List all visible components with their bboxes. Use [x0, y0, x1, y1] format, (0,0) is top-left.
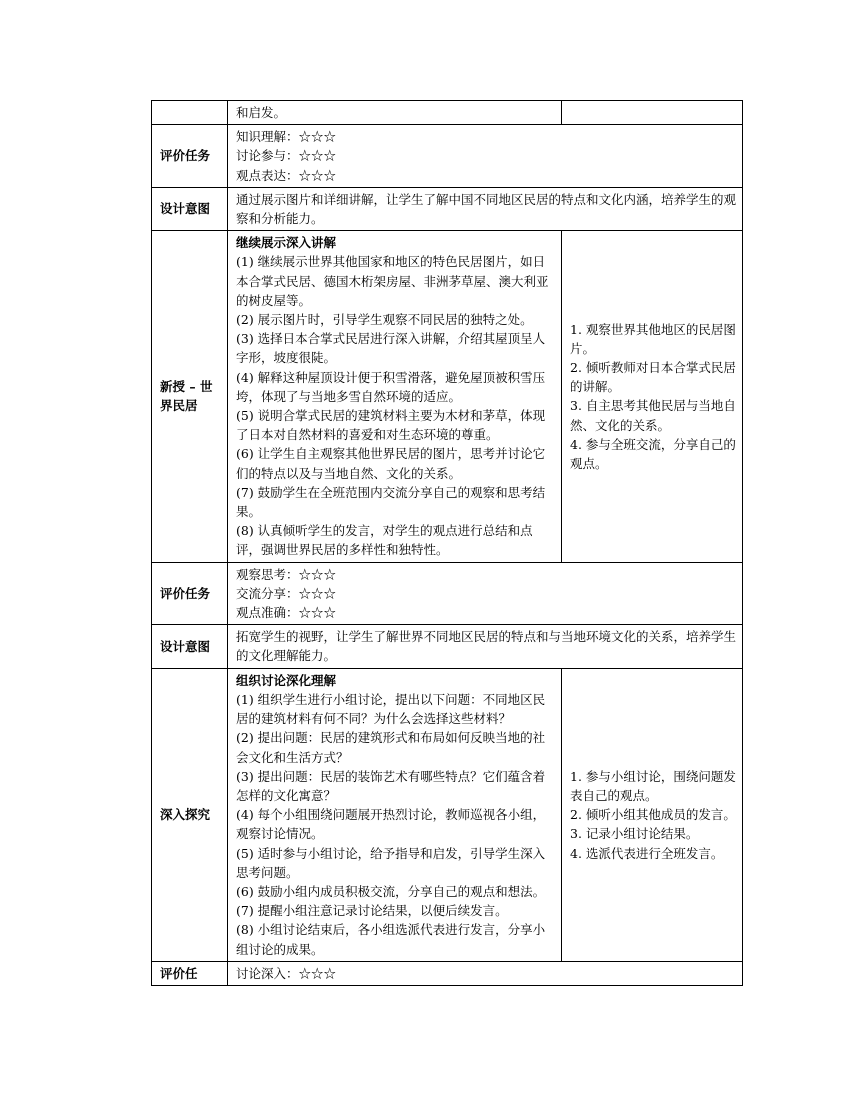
- step-item: (2) 展示图片时，引导学生观察不同民居的独特之处。: [236, 312, 533, 328]
- student-item: 1. 观察世界其他地区的民居图片。: [570, 321, 736, 356]
- table-row: [152, 961, 743, 985]
- table-row: [152, 668, 743, 961]
- label-cell: [152, 101, 228, 125]
- activity-cell: [228, 668, 562, 961]
- section-label: 深入探究: [152, 668, 228, 961]
- eval-item: 观点表达：☆☆☆: [236, 167, 337, 183]
- design-label: 设计意图: [152, 625, 228, 668]
- step-item: (8) 认真倾听学生的发言，对学生的观点进行总结和点评，强调世界民居的多样性和独特性。: [236, 523, 533, 558]
- step-item: (8) 小组讨论结束后，各小组选派代表进行发言，分享小组讨论的成果。: [236, 922, 546, 957]
- step-item: (2) 提出问题：民居的建筑形式和布局如何反映当地的社会文化和生活方式？: [236, 730, 546, 765]
- step-item: (7) 鼓励学生在全班范围内交流分享自己的观察和思考结果。: [236, 484, 546, 520]
- student-cell: [562, 668, 743, 961]
- step-item: (7) 提醒小组注意记录讨论结果，以便后续发言。: [236, 903, 508, 919]
- table-row: [152, 187, 743, 230]
- eval-items: [228, 125, 743, 188]
- step-item: (5) 说明合掌式民居的建筑材料主要为木材和茅草，体现了日本对自然材料的喜爱和对生态环境的尊重。: [236, 408, 546, 443]
- eval-items: [228, 562, 743, 625]
- eval-item: 讨论深入：☆☆☆: [236, 965, 337, 981]
- eval-item: 知识理解：☆☆☆: [236, 129, 337, 145]
- eval-item: 观点准确：☆☆☆: [236, 605, 337, 621]
- eval-label: 评价任务: [152, 562, 228, 625]
- eval-item: 交流分享：☆☆☆: [236, 585, 337, 601]
- step-item: (4) 解释这种屋顶设计便于积雪滑落，避免屋顶被积雪压垮，体现了与当地多雪自然环境的适应。: [236, 369, 546, 404]
- design-label: 设计意图: [152, 187, 228, 230]
- design-text: 拓宽学生的视野，让学生了解世界不同地区民居的特点和与当地环境文化的关系，培养学生的文化理解能力。: [228, 625, 743, 668]
- section-heading: 继续展示深入讲解: [236, 235, 337, 251]
- section-heading: 组织讨论深化理解: [236, 672, 337, 688]
- student-item: 4. 选派代表进行全班发言。: [570, 845, 724, 861]
- step-item: (5) 适时参与小组讨论，给予指导和启发，引导学生深入思考问题。: [236, 845, 546, 880]
- section-label: 新授 – 世界民居: [152, 231, 228, 562]
- design-text: 通过展示图片和详细讲解，让学生了解中国不同地区民居的特点和文化内涵，培养学生的观察和分析能力。: [228, 187, 743, 230]
- activity-cell: [228, 231, 562, 562]
- eval-items: [228, 961, 743, 985]
- activity-cell: 和启发。: [228, 101, 562, 125]
- student-item: 3. 自主思考其他民居与当地自然、文化的关系。: [570, 398, 736, 433]
- table-row: [152, 125, 743, 188]
- step-item: (3) 提出问题：民居的装饰艺术有哪些特点？它们蕴含着怎样的文化寓意？: [236, 768, 546, 803]
- student-item: 1. 参与小组讨论，围绕问题发表自己的观点。: [570, 768, 736, 803]
- step-item: (6) 鼓励小组内成员积极交流，分享自己的观点和想法。: [236, 883, 546, 899]
- student-item: 2. 倾听教师对日本合掌式民居的讲解。: [570, 360, 736, 395]
- student-item: 2. 倾听小组其他成员的发言。: [570, 807, 736, 823]
- table-row: [152, 231, 743, 562]
- eval-item: 讨论参与：☆☆☆: [236, 148, 337, 164]
- student-item: 4. 参与全班交流，分享自己的观点。: [570, 436, 736, 472]
- table-row: [152, 562, 743, 625]
- step-item: (6) 让学生自主观察其他世界民居的图片，思考并讨论它们的特点以及与当地自然、文化的关系。: [236, 446, 546, 481]
- table-row: [152, 101, 743, 125]
- table-row: [152, 625, 743, 668]
- step-item: (3) 选择日本合掌式民居进行深入讲解，介绍其屋顶呈人字形，坡度很陡。: [236, 331, 546, 366]
- step-item: (1) 组织学生进行小组讨论，提出以下问题：不同地区民居的建筑材料有何不同？为什么会选择这些材料？: [236, 691, 546, 727]
- student-cell: [562, 231, 743, 562]
- lesson-plan-table: [151, 100, 743, 986]
- eval-label: 评价任务: [152, 125, 228, 188]
- eval-label: 评价任: [152, 961, 228, 985]
- student-cell: [562, 101, 743, 125]
- student-item: 3. 记录小组讨论结果。: [570, 826, 699, 842]
- step-item: (1) 继续展示世界其他国家和地区的特色民居图片，如日本合掌式民居、德国木桁架房屋、非洲茅草屋、澳大利亚的树皮屋等。: [236, 254, 549, 308]
- eval-item: 观察思考：☆☆☆: [236, 566, 337, 582]
- step-item: (4) 每个小组围绕问题展开热烈讨论，教师巡视各小组，观察讨论情况。: [236, 807, 546, 842]
